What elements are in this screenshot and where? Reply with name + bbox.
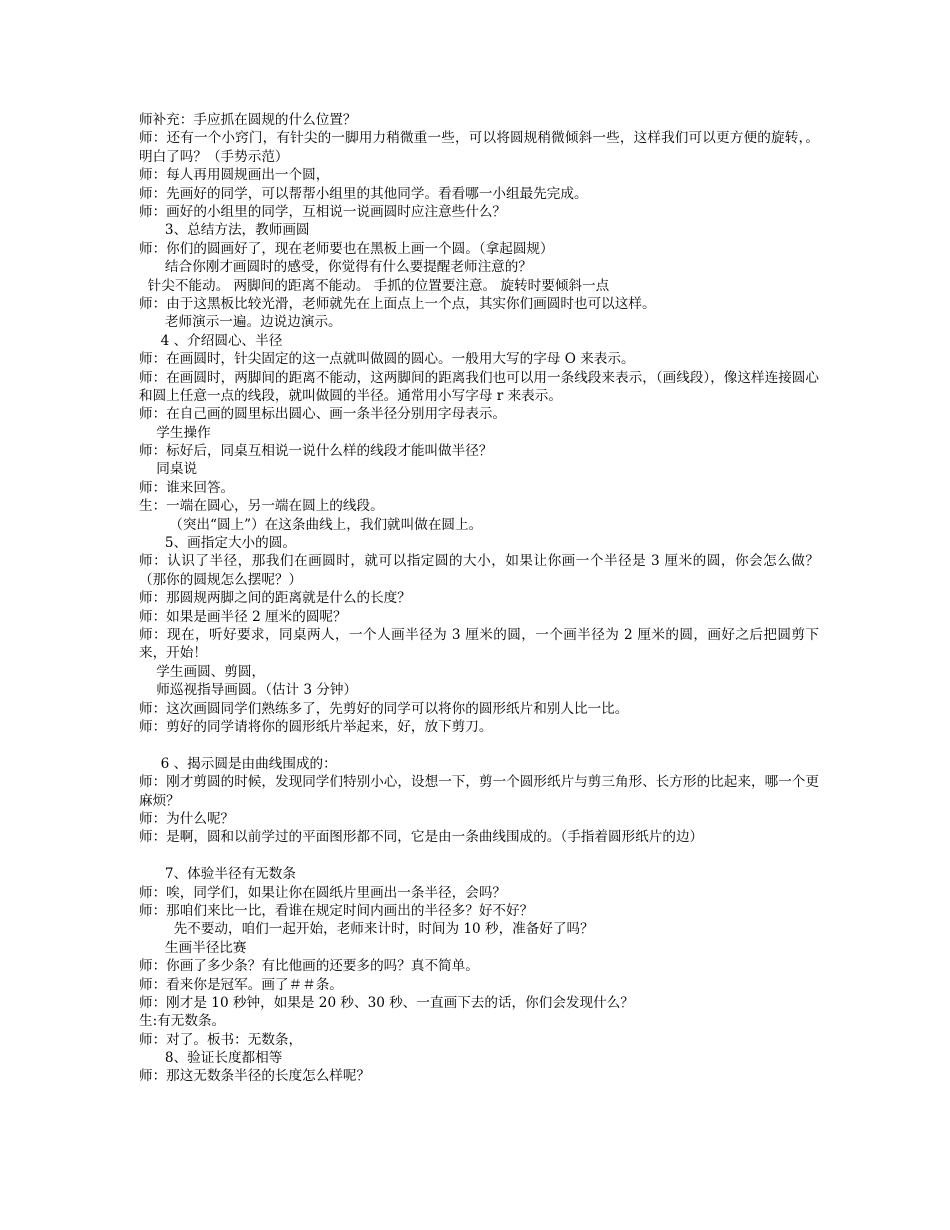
text-line: 师：那咱们来比一比，看谁在规定时间内画出的半径多？好不好？ [139,902,534,919]
text-line: 学生操作 [139,424,211,441]
text-line: 生:有无数条。 [139,1013,226,1030]
text-line: 师：画好的小组里的同学，互相说一说画圆时应注意些什么？ [139,203,507,220]
text-line: 师：那圆规两脚之间的距离就是什么的长度？ [139,590,411,607]
text-line: 生画半径比赛 [139,939,247,956]
section-heading: 6 、揭示圆是由曲线围成的： [139,755,337,772]
text-line: 师：在自己画的圆里标出圆心、画一条半径分别用字母表示。 [139,406,507,423]
text-line: 师：在画圆时，针尖固定的这一点就叫做圆的圆心。一般用大写的字母 O 来表示。 [139,351,635,368]
text-line: 师：对了。板书：无数条， [139,1031,303,1048]
text-line: 师：认识了半径，那我们在画圆时，就可以指定圆的大小，如果让你画一个半径是 3 厘米的圆，你会怎么做？（那你的圆规怎么摆呢？） [139,553,819,588]
text-line: 师：你画了多少条？有比他画的还要多的吗？真不简单。 [139,958,479,975]
blank-line [139,736,819,754]
lesson-transcript [139,111,819,1086]
section-heading: 5、画指定大小的圆。 [139,535,296,552]
section-heading: 8、验证长度都相等 [139,1050,283,1067]
section-heading: 7、体验半径有无数条 [139,866,296,883]
text-line: 师：是啊，圆和以前学过的平面图形都不同，它是由一条曲线围成的。（手指着圆形纸片的边） [139,829,704,846]
text-line: 师：还有一个小窍门，有针尖的一脚用力稍微重一些，可以将圆规稍微倾斜一些，这样我们可以更方便的旋转，。明白了吗？（手势示范） [139,130,819,165]
text-line: 师：在画圆时，两脚间的距离不能动，这两脚间的距离我们也可以用一条线段来表示，（画线段），像这样连接圆心和圆上任意一点的线段，就叫做圆的半径。通常用小写字母 r 来表示。 [139,369,819,404]
text-line: 老师演示一遍。边说边演示。 [139,314,342,331]
text-line: 师：由于这黑板比较光滑，老师就先在上面点上一个点，其实你们画圆时也可以这样。 [139,295,656,312]
text-line: 结合你刚才画圆时的感受，你觉得有什么要提醒老师注意的？ [139,259,532,276]
text-line: 生：一端在圆心，另一端在圆上的线段。 [139,498,384,515]
text-line: 师巡视指导画圆。（估计 3 分钟） [139,682,358,699]
text-line: 先不要动，咱们一起开始，老师来计时，时间为 10 秒，准备好了吗？ [139,921,594,938]
text-line: 学生画圆、剪圆， [139,663,266,680]
text-line: （突出“圆上”）在这条曲线上，我们就叫做在圆上。 [139,516,483,533]
text-line: 师：刚才剪圆的时候，发现同学们特别小心，设想一下，剪一个圆形纸片与剪三角形、长方形的比起来，哪一个更麻烦？ [139,774,819,809]
text-line: 师：刚才是 10 秒钟，如果是 20 秒、30 秒、一直画下去的话，你们会发现什么？ [139,994,634,1011]
text-line: 师：标好后，同桌互相说一说什么样的线段才能叫做半径？ [139,443,493,460]
text-line: 师：那这无数条半径的长度怎么样呢？ [139,1068,371,1085]
text-line: 师：这次画圆同学们熟练多了，先剪好的同学可以将你的圆形纸片和别人比一比。 [139,700,629,717]
text-line: 师：现在，听好要求，同桌两人，一个人画半径为 3 厘米的圆，一个画半径为 2 厘米的圆，画好之后把圆剪下来，开始！ [139,627,819,662]
blank-line [139,847,819,865]
text-line: 师：如果是画半径 2 厘米的圆呢？ [139,608,347,625]
text-line: 师：先画好的同学，可以帮帮小组里的其他同学。看看哪一小组最先完成。 [139,185,588,202]
section-heading: 3、总结方法，教师画圆 [139,222,310,239]
text-line: 师：看来你是冠军。画了＃＃条。 [139,976,343,993]
text-line: 针尖不能动。 两脚间的距离不能动。 手抓的位置要注意。 旋转时要倾斜一点 [139,277,610,294]
text-line: 师补充：手应抓在圆规的什么位置？ [139,112,357,128]
text-line: 师：为什么呢？ [139,811,235,827]
text-line: 师：你们的圆画好了，现在老师要也在黑板上画一个圆。（拿起圆规） [139,240,554,257]
text-line: 师：每人再用圆规画出一个圆， [139,167,330,184]
text-line: 师：唉，同学们，如果让你在圆纸片里画出一条半径，会吗？ [139,884,507,901]
section-heading: 4 、介绍圆心、半径 [139,332,283,349]
text-line: 师：谁来回答。 [139,479,235,496]
text-line: 师：剪好的同学请将你的圆形纸片举起来，好，放下剪刀。 [139,719,493,736]
text-line: 同桌说 [139,461,198,478]
